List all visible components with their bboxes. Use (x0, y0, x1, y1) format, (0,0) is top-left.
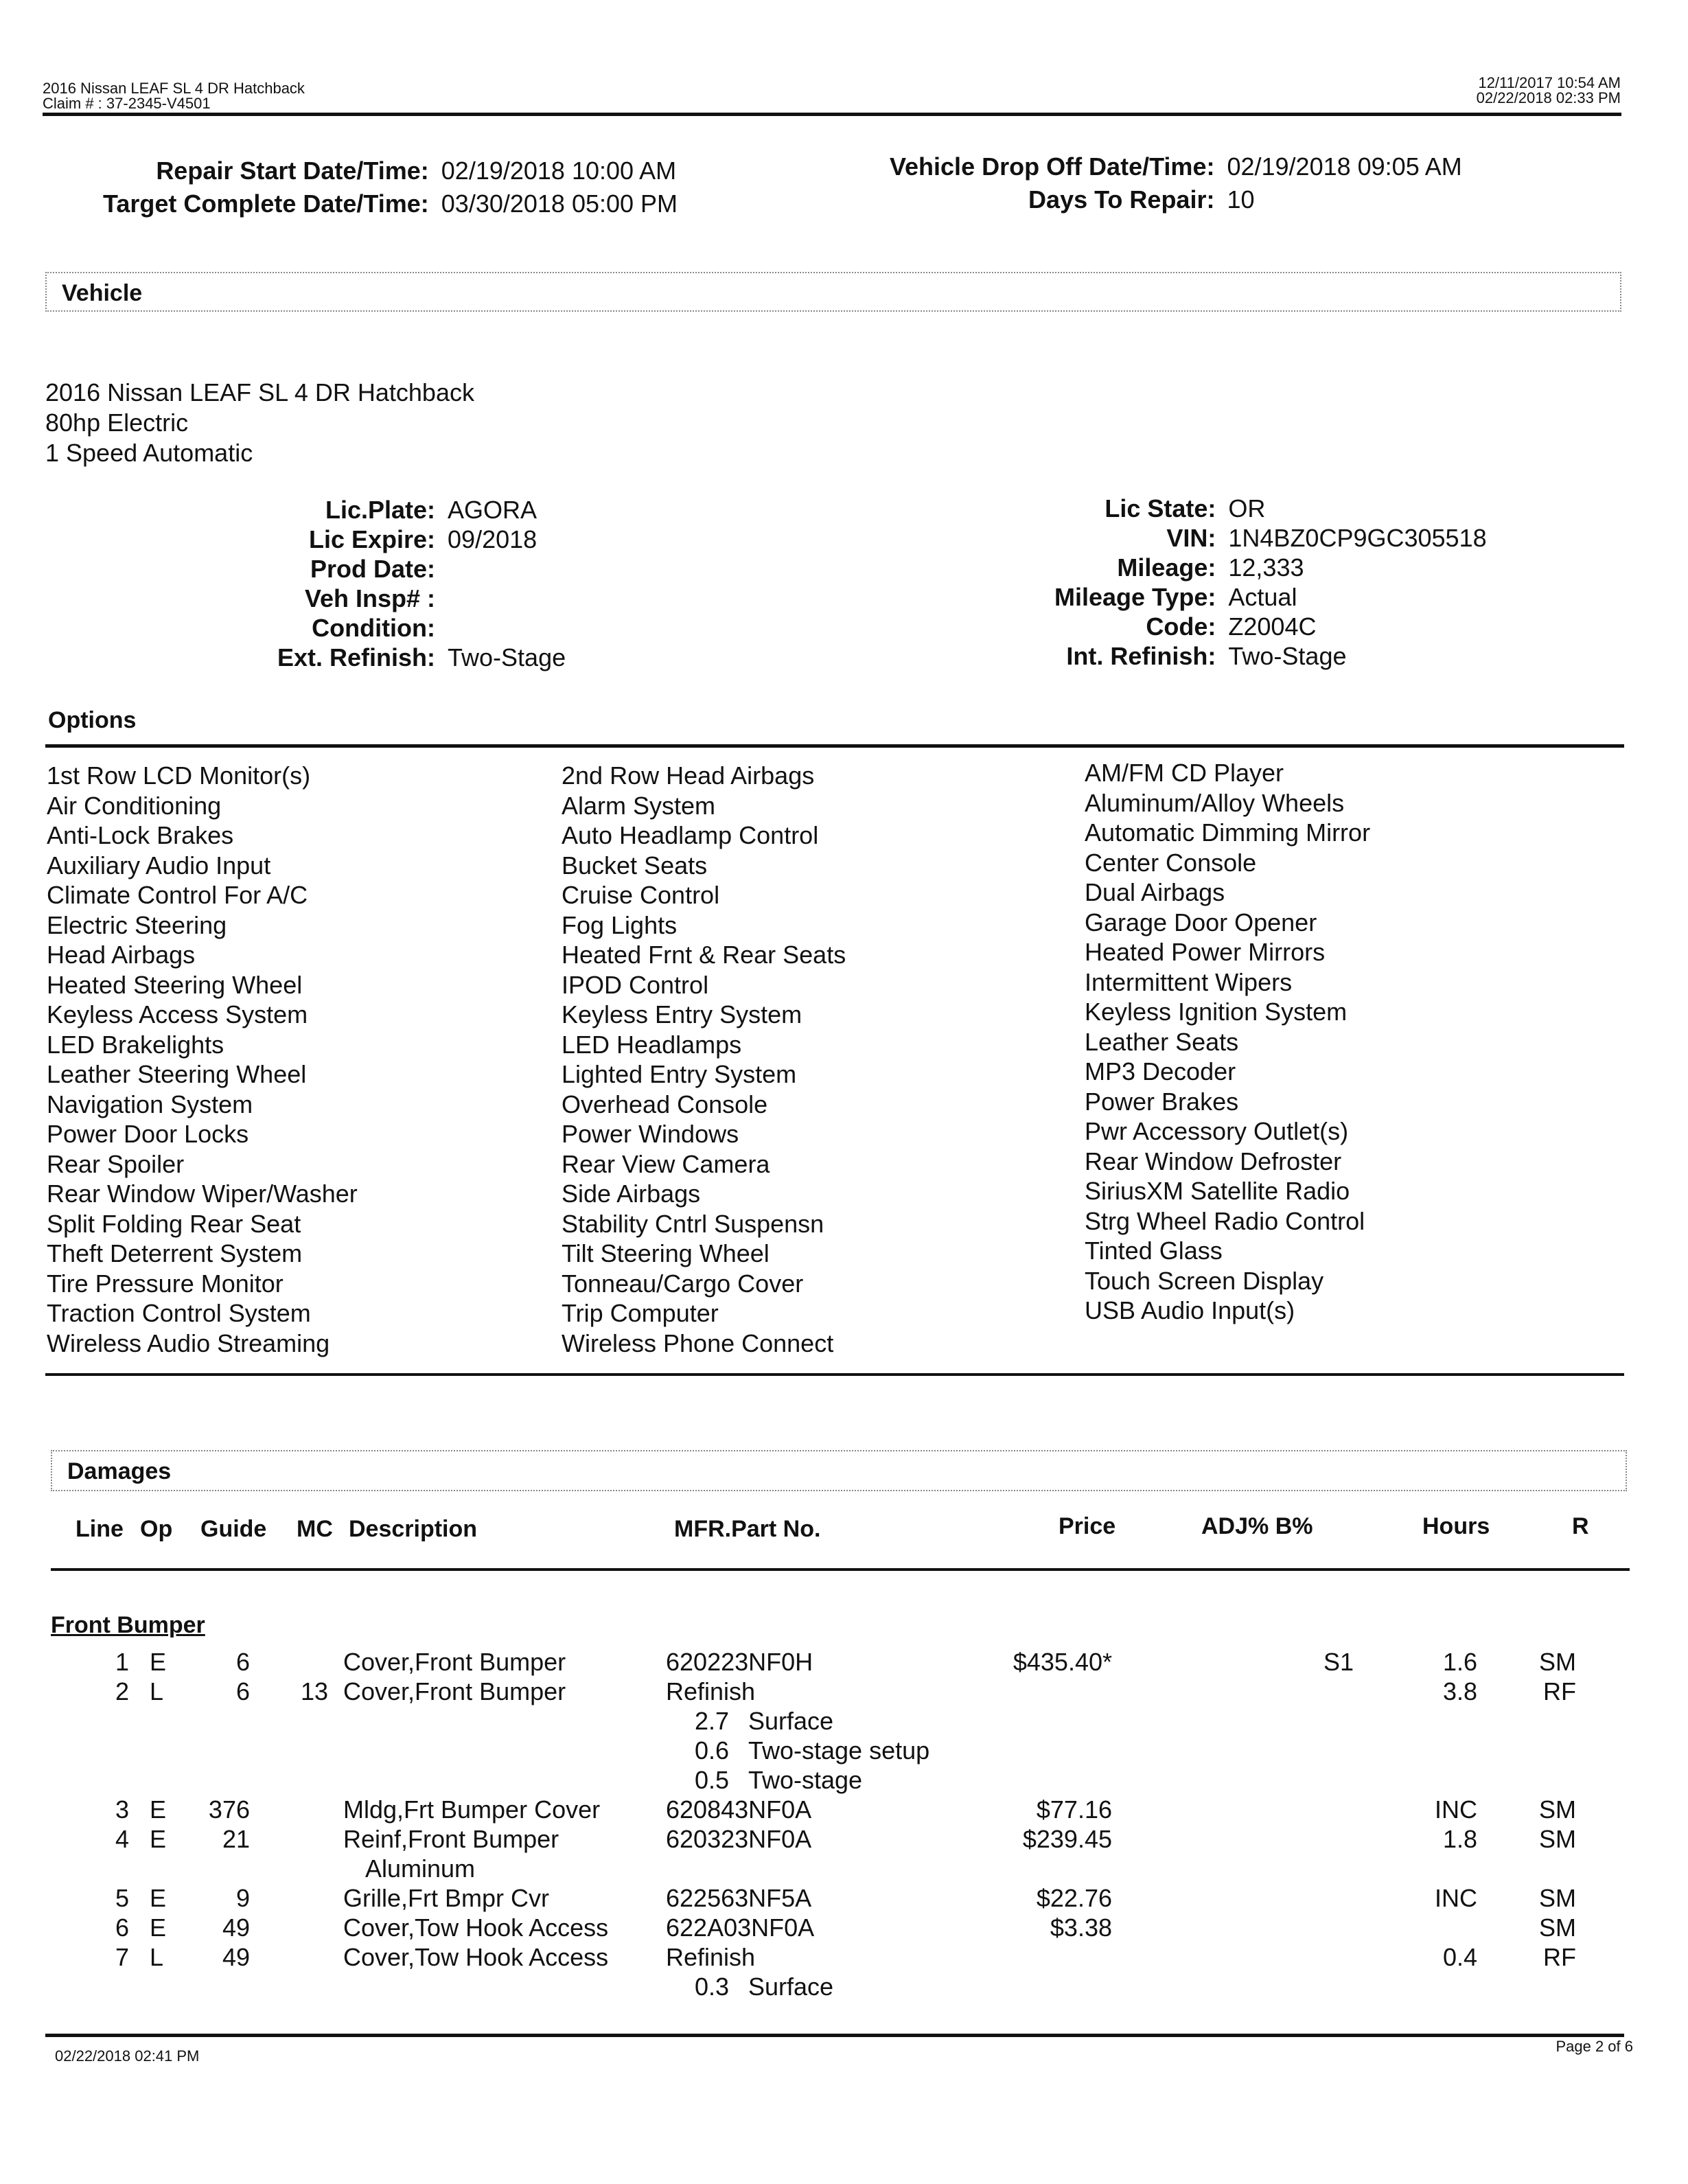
option-item: Overhead Console (562, 1090, 768, 1118)
option-item: Center Console (1085, 848, 1257, 877)
operation-code: E (150, 1913, 167, 1942)
option-item: Automatic Dimming Mirror (1085, 818, 1371, 847)
header-date-2: 02/22/2018 02:33 PM (1476, 89, 1621, 106)
footer-printed-date: 02/22/2018 02:41 PM (55, 2047, 200, 2065)
mileage-type-label: Mileage Type: (1054, 583, 1216, 611)
option-item: Power Door Locks (47, 1120, 249, 1148)
veh-insp-label: Veh Insp# : (304, 584, 436, 612)
option-item: Leather Steering Wheel (47, 1060, 307, 1088)
part-number: 622563NF5A (666, 1884, 812, 1912)
option-item: Dual Airbags (1085, 878, 1225, 906)
part-price: $3.38 (1050, 1913, 1112, 1942)
damages-header-divider (51, 1568, 1630, 1571)
option-item: Electric Steering (47, 910, 227, 939)
labor-hours: 3.8 (1442, 1677, 1477, 1705)
option-item: Tonneau/Cargo Cover (562, 1269, 804, 1298)
line-number: 6 (115, 1913, 129, 1942)
lic-plate-value: AGORA (448, 496, 537, 524)
labor-type: SM (1539, 1795, 1576, 1824)
option-item: Alarm System (562, 791, 716, 820)
repair-start-value: 02/19/2018 10:00 AM (441, 157, 677, 185)
option-item: Tire Pressure Monitor (47, 1269, 284, 1298)
refinish-sub-label: Surface (748, 1973, 834, 2001)
refinish-sub-hours: 0.6 (694, 1736, 729, 1765)
col-price: Price (1059, 1513, 1116, 1539)
part-description: Grille,Frt Bmpr Cvr (343, 1884, 549, 1912)
drop-off-label: Vehicle Drop Off Date/Time: (890, 152, 1215, 181)
prod-date-value (448, 555, 566, 584)
option-item: Power Windows (562, 1120, 739, 1148)
option-item: Touch Screen Display (1085, 1266, 1324, 1295)
option-item: Intermittent Wipers (1085, 967, 1293, 996)
option-item: Split Folding Rear Seat (47, 1209, 301, 1238)
option-item: LED Brakelights (47, 1030, 224, 1059)
line-number: 5 (115, 1884, 129, 1912)
repair-start-label: Repair Start Date/Time: (156, 157, 429, 185)
line-number: 7 (115, 1943, 129, 1971)
option-item: SiriusXM Satellite Radio (1085, 1177, 1350, 1205)
option-item: Anti-Lock Brakes (47, 821, 234, 849)
refinish-sub-label: Surface (748, 1707, 834, 1735)
ext-refinish-label: Ext. Refinish: (277, 643, 436, 671)
operation-code: E (150, 1825, 167, 1853)
repair-dates-left (103, 157, 678, 218)
col-r: R (1572, 1513, 1589, 1539)
option-item: Auxiliary Audio Input (47, 851, 271, 880)
col-mc: MC (297, 1516, 333, 1542)
option-item: Power Brakes (1085, 1087, 1239, 1116)
part-price: $77.16 (1036, 1795, 1112, 1824)
prod-date-label: Prod Date: (310, 555, 436, 583)
document-header-right (1477, 76, 1621, 106)
col-hours: Hours (1422, 1513, 1490, 1539)
option-item: Wireless Phone Connect (562, 1329, 834, 1357)
vehicle-desc-line: 80hp Electric (45, 409, 189, 437)
vehicle-title: 2016 Nissan LEAF SL 4 DR Hatchback (43, 80, 305, 97)
guide-number: 21 (222, 1825, 250, 1853)
option-item: AM/FM CD Player (1085, 759, 1284, 787)
col-adj-b: ADJ% B% (1201, 1513, 1313, 1539)
vin-value: 1N4BZ0CP9GC305518 (1228, 524, 1487, 552)
refinish-sub-hours: 0.5 (694, 1766, 729, 1794)
operation-code: L (150, 1943, 164, 1971)
lic-expire-value: 09/2018 (448, 525, 537, 553)
vehicle-section-title: Vehicle (62, 280, 143, 306)
vehicle-section-bar (45, 272, 1621, 312)
options-column-3 (1085, 758, 1370, 1326)
col-op: Op (140, 1516, 173, 1542)
header-divider (43, 113, 1621, 116)
labor-type: SM (1539, 1913, 1576, 1942)
operation-code: E (150, 1884, 167, 1912)
labor-type: SM (1539, 1648, 1576, 1676)
target-complete-label: Target Complete Date/Time: (103, 189, 429, 218)
line-number: 2 (115, 1677, 129, 1705)
option-item: Rear View Camera (562, 1149, 770, 1178)
col-description: Description (349, 1516, 478, 1542)
mc-code: 13 (300, 1677, 328, 1705)
description-continued: Aluminum (365, 1854, 476, 1883)
option-item: Rear Window Defroster (1085, 1147, 1342, 1175)
option-item: Head Airbags (47, 941, 196, 969)
options-column-1 (47, 761, 358, 1358)
option-item: Rear Window Wiper/Washer (47, 1180, 358, 1208)
col-line: Line (76, 1516, 124, 1542)
labor-hours: 0.4 (1442, 1943, 1477, 1971)
option-item: Heated Power Mirrors (1085, 938, 1326, 966)
options-divider (45, 744, 1624, 748)
part-price: $239.45 (1022, 1825, 1112, 1853)
damages-section-title: Damages (67, 1458, 172, 1484)
mileage-label: Mileage: (1117, 553, 1216, 582)
operation-code: E (150, 1795, 167, 1824)
guide-number: 49 (222, 1943, 250, 1971)
part-price: $22.76 (1036, 1884, 1112, 1912)
drop-off-value: 02/19/2018 09:05 AM (1227, 152, 1462, 181)
document-header-left (43, 81, 305, 111)
labor-hours: 1.6 (1442, 1648, 1477, 1676)
part-description: Mldg,Frt Bumper Cover (343, 1795, 601, 1824)
operation-code: E (150, 1648, 167, 1676)
line-number: 1 (115, 1648, 129, 1676)
labor-hours: INC (1435, 1795, 1477, 1824)
col-guide: Guide (200, 1516, 267, 1542)
refinish-sub-hours: 2.7 (694, 1707, 729, 1735)
part-description: Cover,Tow Hook Access (343, 1913, 609, 1942)
veh-insp-value (448, 584, 566, 613)
option-item: Keyless Access System (47, 1000, 308, 1028)
part-number: 620223NF0H (666, 1648, 813, 1676)
lic-plate-label: Lic.Plate: (325, 496, 436, 524)
option-item: Strg Wheel Radio Control (1085, 1206, 1365, 1235)
labor-hours: 1.8 (1442, 1825, 1477, 1853)
option-item: Traction Control System (47, 1299, 311, 1327)
part-number: Refinish (666, 1677, 756, 1705)
guide-number: 6 (235, 1677, 250, 1705)
option-item: Stability Cntrl Suspensn (562, 1209, 824, 1238)
lic-state-label: Lic State: (1105, 494, 1216, 522)
labor-hours: INC (1435, 1884, 1477, 1912)
part-description: Cover,Front Bumper (343, 1648, 566, 1676)
option-item: Garage Door Opener (1085, 908, 1317, 936)
part-description: Reinf,Front Bumper (343, 1825, 559, 1853)
part-description: Cover,Front Bumper (343, 1677, 566, 1705)
col-part-no: MFR.Part No. (674, 1516, 821, 1542)
option-item: USB Audio Input(s) (1085, 1296, 1295, 1324)
option-item: Bucket Seats (562, 851, 708, 880)
damages-section-bar (51, 1450, 1627, 1491)
part-number: 620323NF0A (666, 1825, 812, 1853)
ext-refinish-value: Two-Stage (448, 643, 566, 671)
option-item: Climate Control For A/C (47, 881, 308, 909)
option-item: Keyless Entry System (562, 1000, 802, 1028)
days-to-repair-value: 10 (1227, 185, 1255, 214)
header-date-1: 12/11/2017 10:54 AM (1478, 74, 1621, 91)
option-item: Lighted Entry System (562, 1060, 797, 1088)
option-item: Tilt Steering Wheel (562, 1239, 770, 1267)
part-description: Cover,Tow Hook Access (343, 1943, 609, 1971)
option-item: LED Headlamps (562, 1030, 742, 1059)
option-item: Rear Spoiler (47, 1149, 185, 1178)
repair-dates-right (890, 152, 1462, 214)
option-item: Leather Seats (1085, 1027, 1239, 1056)
line-number: 3 (115, 1795, 129, 1824)
option-item: IPOD Control (562, 970, 709, 999)
int-refinish-value: Two-Stage (1228, 642, 1347, 670)
b-percent: S1 (1323, 1648, 1354, 1676)
condition-value (448, 614, 566, 643)
option-item: Heated Steering Wheel (47, 970, 303, 999)
vehicle-fields-right (1054, 494, 1487, 671)
line-number: 4 (115, 1825, 129, 1853)
labor-type: SM (1539, 1884, 1576, 1912)
option-item: Theft Deterrent System (47, 1239, 303, 1267)
guide-number: 49 (222, 1913, 250, 1942)
option-item: Side Airbags (562, 1180, 701, 1208)
vehicle-desc-line: 2016 Nissan LEAF SL 4 DR Hatchback (45, 378, 474, 406)
footer-divider (45, 2034, 1624, 2037)
labor-type: RF (1543, 1943, 1576, 1971)
vehicle-description (45, 378, 474, 468)
options-end-divider (45, 1373, 1624, 1376)
part-number: Refinish (666, 1943, 756, 1971)
option-item: Cruise Control (562, 881, 720, 909)
lic-expire-label: Lic Expire: (308, 525, 436, 553)
option-item: Keyless Ignition System (1085, 998, 1348, 1026)
labor-type: SM (1539, 1825, 1576, 1853)
vin-label: VIN: (1166, 524, 1216, 552)
claim-number: 37-2345-V4501 (106, 95, 211, 112)
claim-label: Claim # : (43, 95, 102, 112)
vehicle-desc-line: 1 Speed Automatic (45, 439, 253, 467)
guide-number: 9 (235, 1884, 250, 1912)
claim-line (43, 96, 305, 111)
condition-label: Condition: (312, 614, 436, 642)
footer-page-number: Page 2 of 6 (1556, 2038, 1633, 2055)
operation-code: L (150, 1677, 164, 1705)
part-price: $435.40* (1013, 1648, 1112, 1676)
option-item: MP3 Decoder (1085, 1057, 1236, 1085)
options-column-2 (562, 761, 846, 1358)
option-item: Air Conditioning (47, 791, 222, 820)
refinish-sub-label: Two-stage (748, 1766, 863, 1794)
labor-type: RF (1543, 1677, 1576, 1705)
option-item: Tinted Glass (1085, 1237, 1223, 1265)
option-item: Trip Computer (562, 1299, 719, 1327)
option-item: Navigation System (47, 1090, 253, 1118)
int-refinish-label: Int. Refinish: (1066, 642, 1216, 670)
mileage-type-value: Actual (1228, 583, 1297, 611)
options-section-title: Options (48, 707, 137, 733)
guide-number: 6 (235, 1648, 250, 1676)
option-item: Wireless Audio Streaming (47, 1329, 330, 1357)
refinish-sub-hours: 0.3 (694, 1973, 729, 2001)
code-value: Z2004C (1228, 612, 1317, 641)
option-item: 2nd Row Head Airbags (562, 761, 815, 790)
mileage-value: 12,333 (1228, 553, 1304, 582)
option-item: 1st Row LCD Monitor(s) (47, 761, 311, 790)
option-item: Heated Frnt & Rear Seats (562, 941, 846, 969)
part-number: 620843NF0A (666, 1795, 812, 1824)
option-item: Fog Lights (562, 910, 678, 939)
part-number: 622A03NF0A (666, 1913, 815, 1942)
option-item: Pwr Accessory Outlet(s) (1085, 1117, 1349, 1145)
lic-state-value: OR (1228, 494, 1266, 522)
guide-number: 376 (208, 1795, 250, 1824)
target-complete-value: 03/30/2018 05:00 PM (441, 189, 678, 218)
days-to-repair-label: Days To Repair: (1028, 185, 1215, 214)
option-item: Auto Headlamp Control (562, 821, 819, 849)
damage-group-title: Front Bumper (51, 1612, 205, 1638)
option-item: Aluminum/Alloy Wheels (1085, 788, 1345, 817)
refinish-sub-label: Two-stage setup (748, 1736, 930, 1765)
vehicle-fields-left (277, 496, 566, 672)
code-label: Code: (1146, 612, 1216, 641)
